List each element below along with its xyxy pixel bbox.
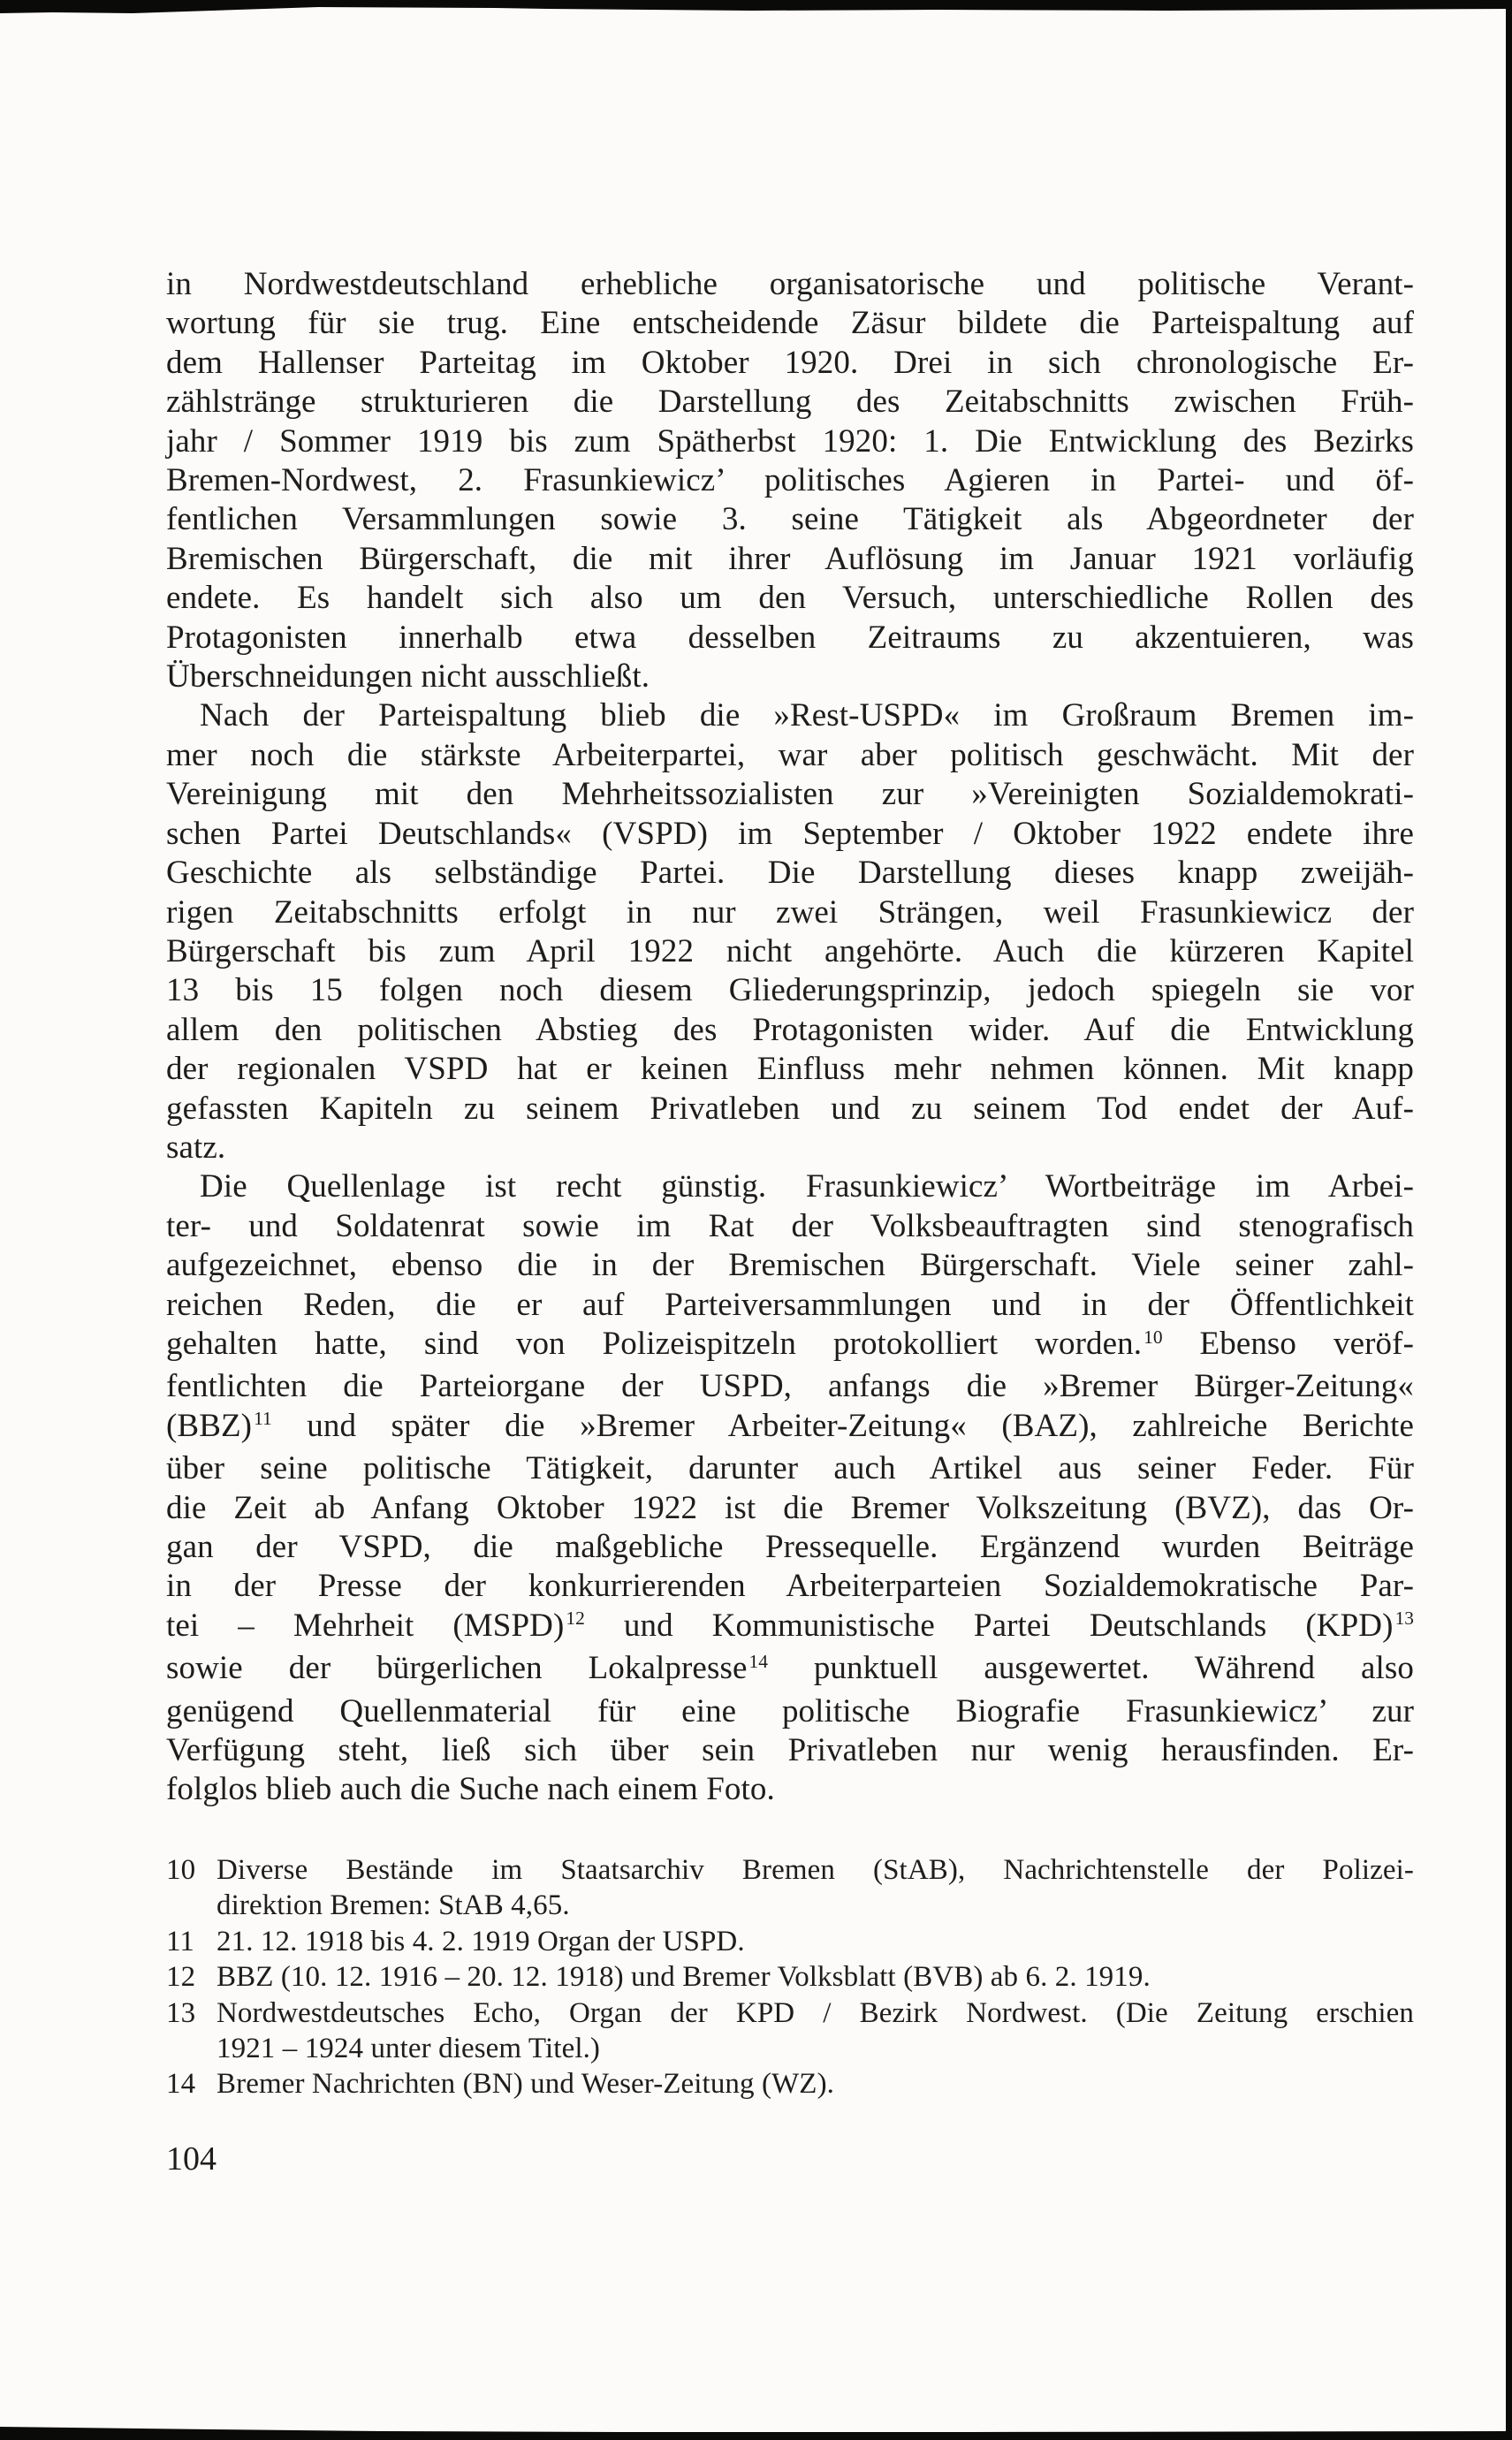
body-line: satz. xyxy=(166,1129,226,1166)
body-line: (BBZ)$^{11}$ und später die »Bremer Arbeiter-Zeitung« (BAZ), zahlreiche Berichte xyxy=(166,1407,1414,1444)
body-line: sowie der bürgerlichen Lokalpresse$^{14}$ punktuell ausgewertet. Während also xyxy=(166,1650,1414,1687)
body-line: Protagonisten innerhalb etwa desselben Zeitraums zu akzentuieren, was xyxy=(166,619,1414,656)
footnote-line: 12 BBZ (10. 12. 1916 – 20. 12. 1918) und Bremer Volksblatt (BVB) ab 6. 2. 1919. xyxy=(166,1959,1414,1995)
body-line: Bürgerschaft bis zum April 1922 nicht angehörte. Auch die kürzeren Kapitel xyxy=(166,932,1414,969)
scan-edge-top xyxy=(0,0,1512,16)
body-line: mer noch die stärkste Arbeiterpartei, war aber politisch geschwächt. Mit der xyxy=(166,736,1414,773)
footnote-number: 12 xyxy=(166,1961,196,1994)
body-line: in der Presse der konkurrierenden Arbeiterparteien Sozialdemokratische Par- xyxy=(166,1568,1414,1605)
body-line: Bremen-Nordwest, 2. Frasunkiewicz’ politisches Agieren in Partei- und öf- xyxy=(166,462,1414,499)
body-line: 13 bis 15 folgen noch diesem Gliederungsprinzip, jedoch spiegeln sie vor xyxy=(166,972,1414,1009)
footnote-line: direktion Bremen: StAB 4,65. xyxy=(217,1889,570,1922)
body-line: dem Hallenser Parteitag im Oktober 1920. Drei in sich chronologische Er- xyxy=(166,344,1414,381)
body-line: Die Quellenlage ist recht günstig. Frasunkiewicz’ Wortbeiträge im Arbei- xyxy=(200,1168,1414,1205)
body-line: endete. Es handelt sich also um den Versuch, unterschiedliche Rollen des xyxy=(166,580,1414,617)
footnote-number: 11 xyxy=(166,1925,194,1957)
body-line: gehalten hatte, sind von Polizeispitzeln protokolliert worden.$^{10}$ Ebenso veröf- xyxy=(166,1325,1414,1362)
body-line: aufgezeichnet, ebenso die in der Bremischen Bürgerschaft. Viele seiner zahl- xyxy=(166,1247,1414,1284)
body-line: Nach der Parteispaltung blieb die »Rest-USPD« im Großraum Bremen im- xyxy=(200,697,1414,734)
body-line: Geschichte als selbständige Partei. Die Darstellung dieses knapp zweijäh- xyxy=(166,855,1414,892)
body-line: genügend Quellenmaterial für eine politische Biografie Frasunkiewicz’ zur xyxy=(166,1692,1414,1729)
scan-edge-right xyxy=(1506,0,1512,2440)
scan-edge-bottom xyxy=(0,2426,1512,2440)
footnote-line: 14 Bremer Nachrichten (BN) und Weser-Zeitung (WZ). xyxy=(166,2066,1414,2102)
footnote-number: 10 xyxy=(166,1854,196,1886)
body-line: jahr / Sommer 1919 bis zum Spätherbst 1920: 1. Die Entwicklung des Bezirks xyxy=(166,422,1414,460)
footnote-ref: 10 xyxy=(1143,1326,1163,1348)
body-line: fentlichen Versammlungen sowie 3. seine Tätigkeit als Abgeordneter der xyxy=(166,501,1414,538)
body-line: tei – Mehrheit (MSPD)$^{12}$ und Kommunistische Partei Deutschlands (KPD)$^{13}$ xyxy=(166,1607,1415,1644)
footnote-number: 14 xyxy=(166,2068,196,2101)
body-line: zählstränge strukturieren die Darstellung des Zeitabschnitts zwischen Früh- xyxy=(166,384,1414,421)
body-line: Bremischen Bürgerschaft, die mit ihrer Auflösung im Januar 1921 vorläufig xyxy=(166,540,1414,577)
body-line: Verfügung steht, ließ sich über sein Privatleben nur wenig herausfinden. Er- xyxy=(166,1732,1414,1769)
body-line: gefassten Kapiteln zu seinem Privatleben und zu seinem Tod endet der Auf- xyxy=(166,1090,1414,1127)
footnote-line: 10 Diverse Bestände im Staatsarchiv Bremen (StAB), Nachrichtenstelle der Polizei- xyxy=(166,1852,1414,1888)
body-line: schen Partei Deutschlands« (VSPD) im September / Oktober 1922 endete ihre xyxy=(166,815,1414,852)
body-line: der regionalen VSPD hat er keinen Einfluss mehr nehmen können. Mit knapp xyxy=(166,1051,1414,1088)
body-line: allem den politischen Abstieg des Protagonisten wider. Auf die Entwicklung xyxy=(166,1011,1414,1048)
footnote-line: 1921 – 1924 unter diesem Titel.) xyxy=(217,2033,601,2065)
body-line: fentlichten die Parteiorgane der USPD, anfangs die »Bremer Bürger-Zeitung« xyxy=(166,1368,1414,1405)
footnote-ref: 13 xyxy=(1394,1608,1415,1630)
body-line: ter- und Soldatenrat sowie im Rat der Volksbeauftragten sind stenografisch xyxy=(166,1207,1414,1244)
body-line: gan der VSPD, die maßgebliche Pressequelle. Ergänzend wurden Beiträge xyxy=(166,1529,1414,1565)
body-line: die Zeit ab Anfang Oktober 1922 ist die Bremer Volkszeitung (BVZ), das Or- xyxy=(166,1489,1414,1526)
body-line: reichen Reden, die er auf Parteiversammlungen und in der Öffentlichkeit xyxy=(166,1286,1414,1323)
footnote-ref: 14 xyxy=(748,1650,768,1672)
body-text xyxy=(166,265,1414,1810)
body-line: über seine politische Tätigkeit, darunter auch Artikel aus seiner Feder. Für xyxy=(166,1450,1414,1487)
footnote-line: 11 21. 12. 1918 bis 4. 2. 1919 Organ der USPD. xyxy=(166,1924,1414,1959)
body-line: wortung für sie trug. Eine entscheidende Zäsur bildete die Parteispaltung auf xyxy=(166,305,1414,342)
body-line: Vereinigung mit den Mehrheitssozialisten zur »Vereinigten Sozialdemokrati- xyxy=(166,776,1414,813)
page-number: 104 xyxy=(166,2140,217,2178)
footnote-line: 13 Nordwestdeutsches Echo, Organ der KPD / Bezirk Nordwest. (Die Zeitung erschien xyxy=(166,1995,1414,2031)
body-line: Überschneidungen nicht ausschließt. xyxy=(166,658,650,696)
footnote-ref: 12 xyxy=(566,1608,585,1630)
body-line: folglos blieb auch die Suche nach einem Foto. xyxy=(166,1771,775,1808)
body-line: in Nordwestdeutschland erhebliche organisatorische und politische Verant- xyxy=(166,266,1414,302)
footnotes xyxy=(166,1852,1414,2102)
body-line: rigen Zeitabschnitts erfolgt in nur zwei Strängen, weil Frasunkiewicz der xyxy=(166,893,1414,931)
footnote-number: 13 xyxy=(166,1996,196,2029)
footnote-ref: 11 xyxy=(254,1408,272,1430)
